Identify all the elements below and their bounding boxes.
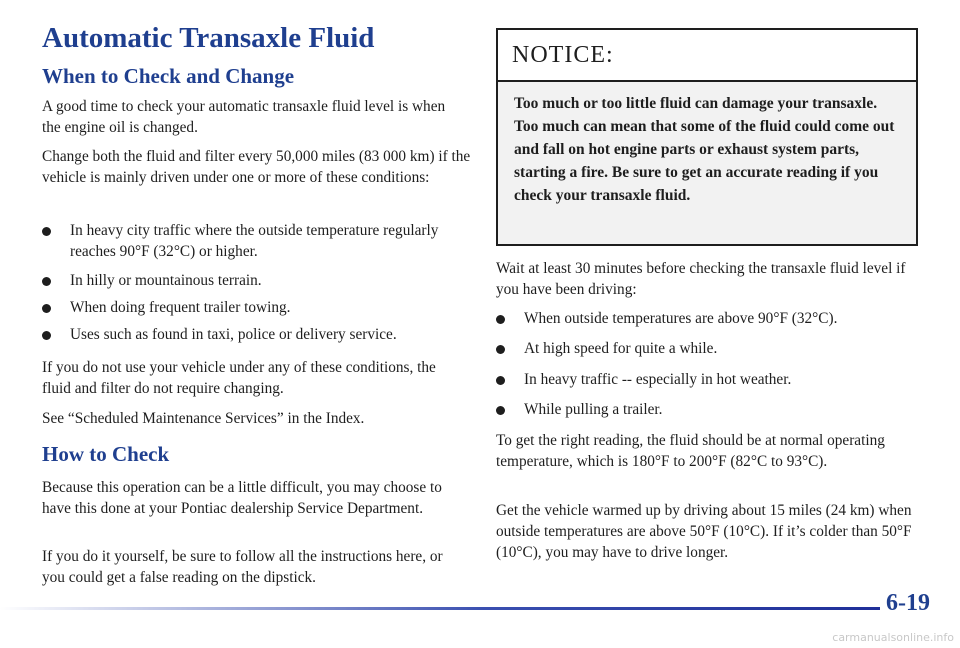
list-item: When doing frequent trailer towing. <box>42 297 472 318</box>
change-interval-paragraph: Change both the fluid and filter every 50,000 miles (83 000 km) if the vehicle is mainly driven under one or more of these conditions: <box>42 148 471 186</box>
list-item: Uses such as found in taxi, police or delivery service. <box>42 324 482 345</box>
check-timing-paragraph: A good time to check your automatic transaxle fluid level is when the engine oil is changed. <box>42 98 446 136</box>
bullet-icon <box>496 406 505 415</box>
list-item: When outside temperatures are above 90°F (32°C). <box>496 308 924 329</box>
bullet-icon <box>42 277 51 286</box>
watermark: carmanualsonline.info <box>832 631 954 644</box>
list-item: In heavy city traffic where the outside temperature regularly reaches 90°F (32°C) or higher. <box>42 220 472 262</box>
bullet-icon <box>42 304 51 313</box>
list-item: At high speed for quite a while. <box>496 338 924 359</box>
bullet-icon <box>496 315 505 324</box>
dealership-paragraph: Because this operation can be a little difficult, you may choose to have this done at your Pontiac dealership Service Department. <box>42 479 442 517</box>
no-change-paragraph: If you do not use your vehicle under any of these conditions, the fluid and filter do not require changing. <box>42 359 436 397</box>
list-item: While pulling a trailer. <box>496 399 924 420</box>
page-number: 6-19 <box>886 590 930 616</box>
warm-up-paragraph: Get the vehicle warmed up by driving about 15 miles (24 km) when outside temperatures are above 50°F (10°C). If it’s colder than 50°F (10°C), you may have to drive longer. <box>496 502 912 561</box>
wait-paragraph: Wait at least 30 minutes before checking the transaxle fluid level if you have been driving: <box>496 260 906 298</box>
notice-text: Too much or too little fluid can damage your transaxle. Too much can mean that some of the fluid could come out and fall on hot engine parts or exhaust system parts, starting a fire. Be sure to get an accurate reading if you check your transaxle fluid. <box>498 82 916 244</box>
bullet-icon <box>42 331 51 340</box>
footer-rule <box>0 607 880 610</box>
index-reference-paragraph: See “Scheduled Maintenance Services” in the Index. <box>42 410 365 427</box>
list-item: In hilly or mountainous terrain. <box>42 270 472 291</box>
temperature-paragraph: To get the right reading, the fluid should be at normal operating temperature, which is 180°F to 200°F (82°C to 93°C). <box>496 432 885 470</box>
list-item: In heavy traffic -- especially in hot weather. <box>496 369 924 390</box>
when-to-check-heading: When to Check and Change <box>42 64 295 88</box>
instructions-paragraph: If you do it yourself, be sure to follow all the instructions here, or you could get a false reading on the dipstick. <box>42 548 443 586</box>
notice-box <box>496 28 918 246</box>
bullet-icon <box>496 345 505 354</box>
page-title: Automatic Transaxle Fluid <box>42 22 375 54</box>
bullet-icon <box>42 227 51 236</box>
notice-title: NOTICE: <box>498 30 916 82</box>
bullet-icon <box>496 376 505 385</box>
how-to-check-heading: How to Check <box>42 442 170 466</box>
